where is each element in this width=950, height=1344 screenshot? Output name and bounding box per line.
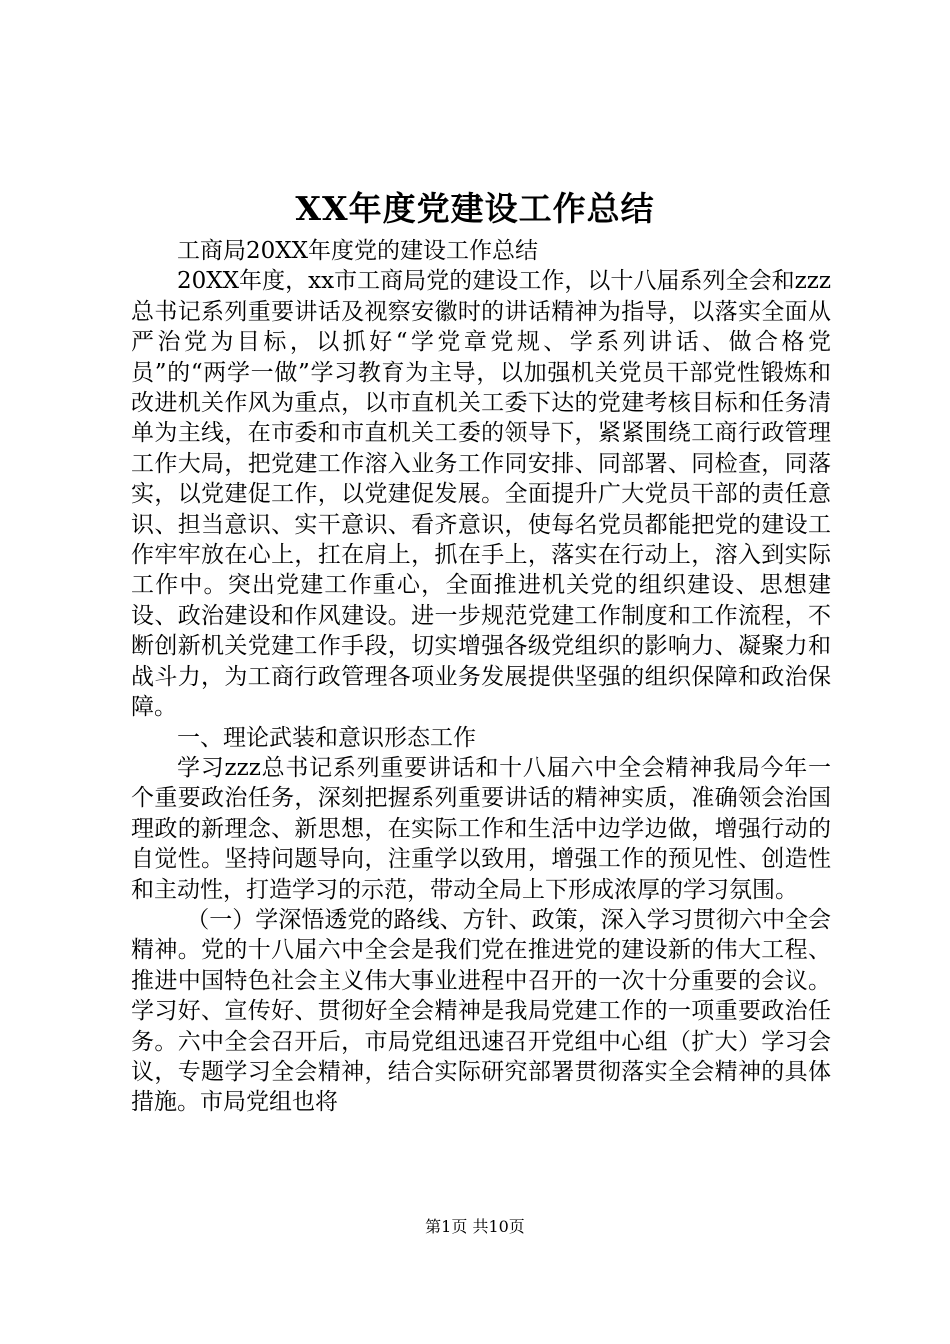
body-paragraph: 20XX年度，xx市工商局党的建设工作，以十八届系列全会和zzz总书记系列重要讲话及视察安徽时的讲话精神为指导，以落实全面从严治党为目标，以抓好“学党章党规、学系列讲话、做合格党员”的“两学一做”学习教育为主导，以加强机关党员干部党性锻炼和改进机关作风为重点，以市直机关工委下达的党建考核目标和任务清单为主线，在市委和市直机关工委的领导下，紧紧围绕工商行政管理工作大局，把党建工作溶入业务工作同安排、同部署、同检查，同落实，以党建促工作，以党建促发展。全面提升广大党员干部的责任意识、担当意识、实干意识、看齐意识，使每名党员都能把党的建设工作牢牢放在心上，扛在肩上，抓在手上，落实在行动上，溶入到实际工作中。突出党建工作重心，全面推进机关党的组织建设、思想建设、政治建设和作风建设。进一步规范党建工作制度和工作流程，不断创新机关党建工作手段，切实增强各级党组织的影响力、凝聚力和战斗力，为工商行政管理各项业务发展提供坚强的组织保障和政治保障。 [131,268,831,721]
body-paragraph: 学习zzz总书记系列重要讲话和十八届六中全会精神我局今年一个重要政治任务，深刻把握系列重要讲话的精神实质，准确领会治国理政的新理念、新思想，在实际工作和生活中边学边做，增强行动的自觉性。坚持问题导向，注重学以致用，增强工作的预见性、创造性和主动性，打造学习的示范，带动全局上下形成浓厚的学习氛围。 [131,754,831,903]
section-heading: 一、理论武装和意识形态工作 [177,724,476,751]
body-paragraph: （一）学深悟透党的路线、方针、政策，深入学习贯彻六中全会精神。党的十八届六中全会是我们党在推进党的建设新的伟大工程、推进中国特色社会主义伟大事业进程中召开的一次十分重要的会议。学习好、宣传好、贯彻好全会精神是我局党建工作的一项重要政治任务。六中全会召开后，市局党组迅速召开党组中心组（扩大）学习会议，专题学习全会精神，结合实际研究部署贯彻落实全会精神的具体措施。市局党组也将 [131,906,831,1116]
document-body [131,236,831,1118]
document-title: XX年度党建设工作总结 [295,189,655,228]
page-number-footer: 第1页 共10页 [425,1217,525,1236]
subtitle-paragraph: 工商局20XX年度党的建设工作总结 [177,238,539,264]
